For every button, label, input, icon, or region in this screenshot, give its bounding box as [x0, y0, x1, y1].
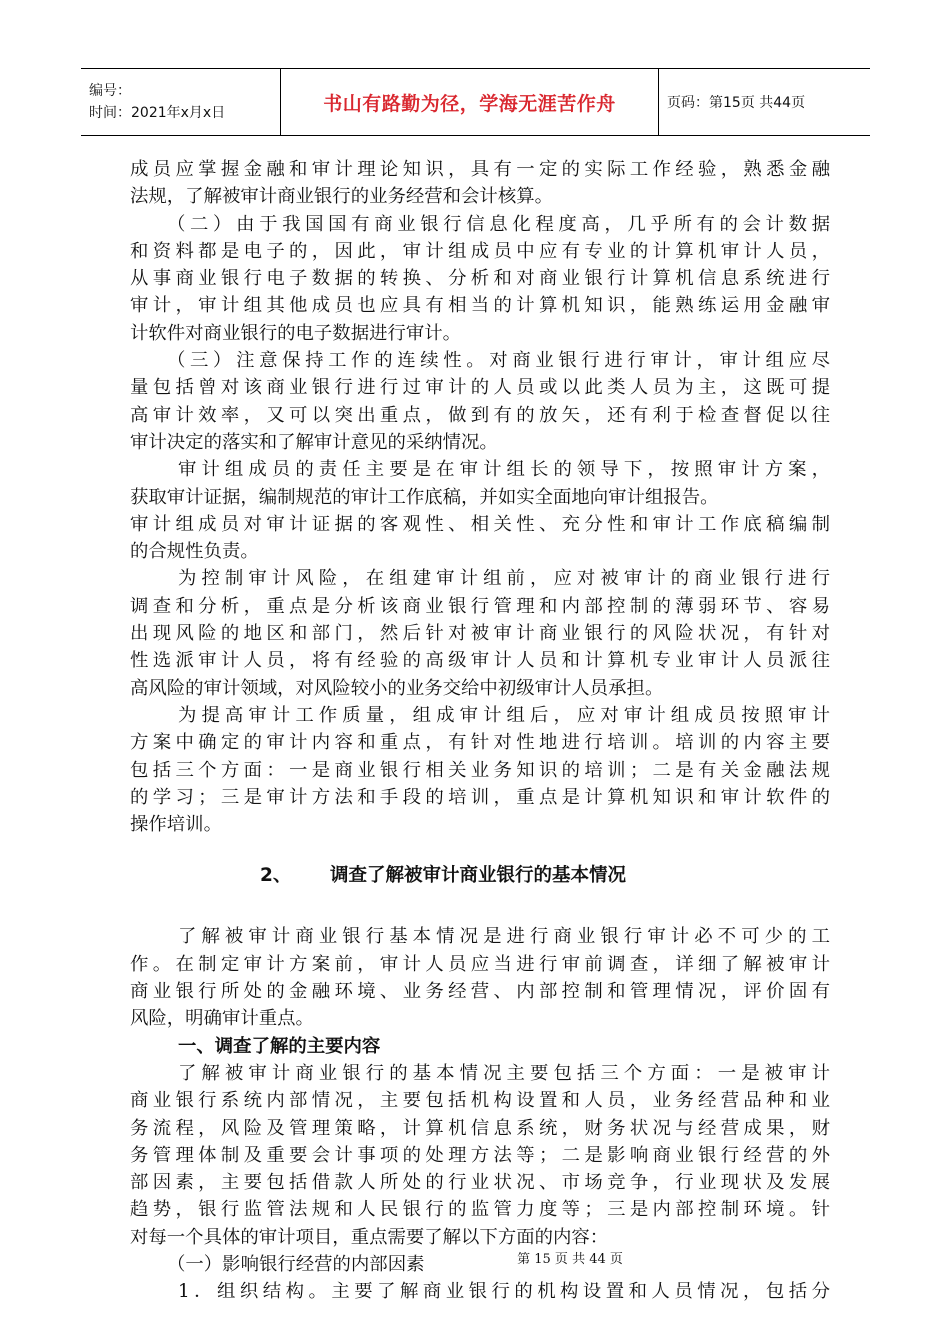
text-line: （一）影响银行经营的内部因素 [167, 1253, 425, 1275]
page-header [81, 68, 870, 136]
text-line: 成员应掌握金融和审计理论知识，具有一定的实际工作经验，熟悉金融 [130, 159, 830, 180]
text-line: 审计决定的落实和了解审计意见的采纳情况。 [130, 431, 498, 453]
paragraph-3-cont [130, 374, 830, 456]
paragraph-1 [130, 156, 830, 211]
paragraph-8-cont [130, 1087, 830, 1251]
text-line: 1．组织结构。主要了解商业银行的机构设置和人员情况，包括分 [178, 1281, 830, 1303]
spacer [130, 838, 830, 862]
paragraph-8 [130, 1060, 830, 1087]
text-line: 性选派审计人员，将有经验的高级审计人员和计算机专业审计人员派往 [130, 650, 830, 672]
text-line: 计软件对商业银行的电子数据进行审计。 [130, 322, 462, 344]
text-line: 包括三个方面：一是商业银行相关业务知识的培训；二是有关金融法规 [130, 759, 830, 781]
header-page-label: 页码：第15页 共44页 [667, 95, 806, 111]
text-line: 趋势，银行监管法规和人民银行的监管力度等；三是内部控制环境。针 [130, 1199, 830, 1221]
text-line: 审计，审计组其他成员也应具有相当的计算机知识，能熟练运用金融审 [130, 295, 830, 317]
text-line: 务流程，风险及管理策略，计算机信息系统，财务状况与经营成果，财 [130, 1117, 830, 1139]
header-meta [81, 69, 281, 135]
paragraph-4-cont [130, 484, 830, 566]
text-line: 调查和分析，重点是分析该商业银行管理和内部控制的薄弱环节、容易 [130, 595, 830, 617]
text-line: 高审计效率，又可以突出重点，做到有的放矢，还有利于检查督促以往 [130, 404, 830, 426]
text-line: 审计组成员对审计证据的客观性、相关性、充分性和审计工作底稿编制 [130, 513, 830, 535]
paragraph-4 [130, 456, 830, 483]
text-line: 和资料都是电子的，因此，审计组成员中应有专业的计算机审计人员， [130, 240, 830, 262]
paragraph-6 [130, 702, 830, 729]
subheading-text: 一、调查了解的主要内容 [178, 1035, 381, 1057]
section-heading [130, 862, 830, 889]
paragraph-7 [130, 923, 830, 950]
text-line: 为提高审计工作质量，组成审计组后，应对审计组成员按照审计 [178, 704, 830, 726]
paragraph-2-cont [130, 238, 830, 347]
text-line: 部因素，主要包括借款人所处的行业状况、市场竞争，行业现状及发展 [130, 1172, 830, 1194]
paragraph-5 [130, 565, 830, 592]
text-line: 审计组成员的责任主要是在审计组长的领导下，按照审计方案， [178, 459, 830, 481]
text-line: 了解被审计商业银行的基本情况主要包括三个方面：一是被审计 [178, 1062, 830, 1084]
text-line: （三）注意保持工作的连续性。对商业银行进行审计，审计组应尽 [167, 350, 830, 372]
paragraph-7-cont [130, 951, 830, 1033]
section-title: 调查了解被审计商业银行的基本情况 [330, 865, 627, 887]
text-line: 务管理体制及重要会计事项的处理方法等；二是影响商业银行经营的外 [130, 1144, 830, 1166]
text-line: 法规，了解被审计商业银行的业务经营和会计核算。 [130, 186, 553, 208]
text-line: 商业银行系统内部情况，主要包括机构设置和人员，业务经营品种和业 [130, 1090, 830, 1112]
subheading [130, 1033, 830, 1060]
text-line: 的合规性负责。 [130, 541, 259, 563]
text-line: 为控制审计风险，在组建审计组前，应对被审计的商业银行进行 [178, 568, 830, 590]
paragraph-10 [130, 1278, 830, 1305]
text-line: 商业银行所处的金融环境、业务经营、内部控制和管理情况，评价固有 [130, 981, 830, 1003]
text-line: 从事商业银行电子数据的转换、分析和对商业银行计算机信息系统进行 [130, 268, 830, 290]
section-number: 2、 [260, 865, 292, 887]
page-footer: 第 15 页 共 44 页 [517, 1252, 623, 1267]
paragraph-6-cont [130, 729, 830, 838]
text-line: 对每一个具体的审计项目，重点需要了解以下方面的内容： [130, 1226, 609, 1248]
spacer [130, 889, 830, 923]
text-line: 操作培训。 [130, 814, 222, 836]
text-line: 风险，明确审计重点。 [130, 1008, 314, 1030]
paragraph-3 [130, 347, 830, 374]
header-motto: 书山有路勤为径，学海无涯苦作舟 [281, 69, 659, 135]
text-line: 了解被审计商业银行基本情况是进行商业银行审计必不可少的工 [178, 926, 830, 948]
text-line: 高风险的审计领域，对风险较小的业务交给中初级审计人员承担。 [130, 677, 664, 699]
text-line: 方案中确定的审计内容和重点，有针对性地进行培训。培训的内容主要 [130, 732, 830, 754]
text-line: 量包括曾对该商业银行进行过审计的人员或以此类人员为主，这既可提 [130, 377, 830, 399]
paragraph-2 [130, 211, 830, 238]
paragraph-5-cont [130, 593, 830, 702]
text-line: 的学习；三是审计方法和手段的培训，重点是计算机知识和审计软件的 [130, 786, 830, 808]
text-line: 出现风险的地区和部门，然后针对被审计商业银行的风险状况，有针对 [130, 623, 830, 645]
document-time-label: 时间：2021年x月x日 [89, 105, 226, 121]
document-code-label: 编号： [89, 83, 131, 99]
text-line: （二）由于我国国有商业银行信息化程度高，几乎所有的会计数据 [167, 213, 830, 235]
text-line: 作。在制定审计方案前，审计人员应当进行审前调查，详细了解被审计 [130, 953, 830, 975]
document-body [130, 156, 830, 1306]
text-line: 获取审计证据，编制规范的审计工作底稿，并如实全面地向审计组报告。 [130, 486, 719, 508]
